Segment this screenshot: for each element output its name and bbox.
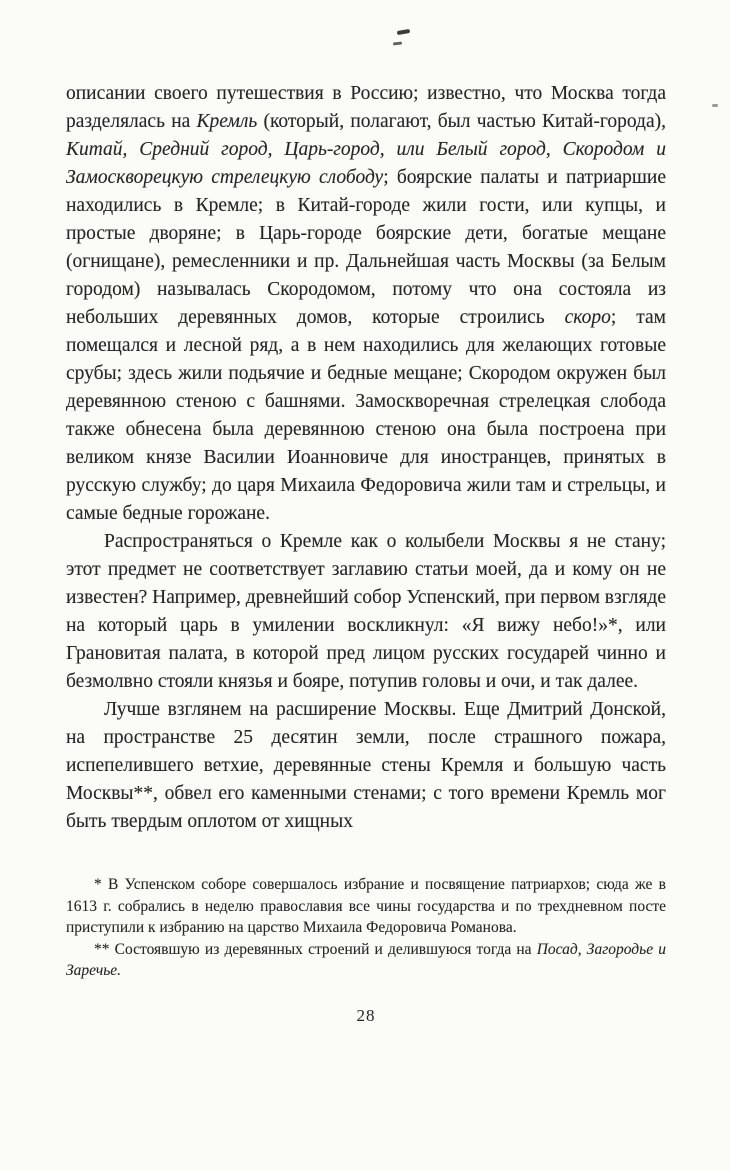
footnote: * В Успенском соборе совершалось избрание и посвящение патриархов; сюда же в 1613 г. собрались в неделю православия все чины государства и по трехдневном посте приступили к избранию на царство Михаила Федоровича Романова.	[66, 876, 666, 936]
paragraph-continuation: описании своего путешествия в Россию; известно, что Москва тогда разделялась на Кремль (который, полагают, был частью Китай-города), Китай, Средний город, Царь-город, или Белый город, Скородом и Замоскворецкую стрелецкую слободу; боярские палаты и патриаршие находились в Кремле; в Китай-городе жили гости, или купцы, и простые дворяне; в Царь-городе боярские дети, богатые мещане (огнищане), ремесленники и пр. Дальнейшая часть Москвы (за Белым городом) называлась Скородомом, потому что она состояла из небольших деревянных домов, которые строились скоро; там помещался и лесной ряд, а в нем находились для желающих готовые срубы; здесь жили подьячие и бедные мещане; Скородом окружен был деревянною стеною с башнями. Замоскворечная стрелецкая слобода также обнесена была деревянною стеною она была построена при великом князе Василии Иоанновиче для иностранцев, принятых в русскую службу; до царя Михаила Федоровича жили там и стрельцы, и самые бедные горожане.	[66, 83, 666, 524]
footnote: ** Состоявшую из деревянных строений и делившуюся тогда на Посад, Загородье и Заречье.	[66, 940, 666, 979]
paragraph: Распространяться о Кремле как о колыбели Москвы я не стану; этот предмет не соответствует заглавию статьи моей, да и кому он не известен? Например, древнейший собор Успенский, при первом взгляде на который царь в умилении воскликнул: «Я вижу небо!»*, или Грановитая палата, в которой пред лицом русских государей чинно и безмолвно стояли князья и бояре, потупив головы и очи, и так далее.	[66, 531, 666, 692]
scan-artifact	[393, 42, 402, 46]
main-text	[66, 80, 666, 836]
scan-artifact	[397, 29, 410, 35]
footnotes-section	[66, 874, 666, 982]
paragraph: Лучше взглянем на расширение Москвы. Еще Дмитрий Донской, на пространстве 25 десятин земли, после страшного пожара, испепелившего ветхие, деревянные стены Кремля и большую часть Москвы**, обвел его каменными стенами; с того времени Кремль мог быть твердым оплотом от хищных	[66, 699, 666, 832]
page-number: 28	[356, 1005, 376, 1025]
scan-artifact	[712, 104, 718, 107]
